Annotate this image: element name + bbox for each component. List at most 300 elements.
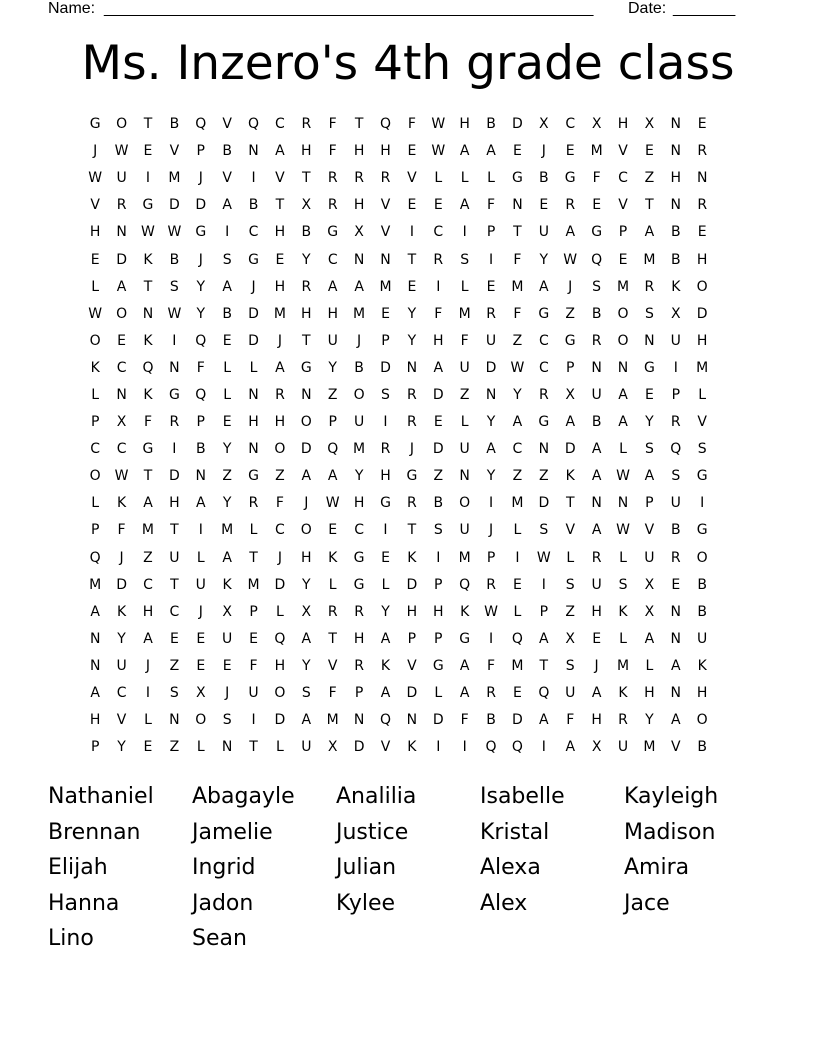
grid-letter[interactable]: S xyxy=(671,468,681,485)
grid-letter[interactable]: N xyxy=(591,359,602,376)
grid-letter[interactable]: I xyxy=(700,495,705,512)
grid-letter[interactable]: Q xyxy=(538,685,550,702)
grid-letter[interactable]: M xyxy=(458,305,471,322)
grid-letter[interactable]: N xyxy=(89,630,101,647)
grid-letter[interactable]: K xyxy=(116,603,127,620)
grid-letter[interactable]: O xyxy=(300,522,312,539)
grid-letter[interactable]: V xyxy=(618,197,628,214)
grid-letter[interactable]: I xyxy=(172,441,177,458)
grid-letter[interactable]: P xyxy=(671,386,681,403)
grid-letter[interactable]: H xyxy=(89,712,101,729)
grid-letter[interactable]: Z xyxy=(143,549,153,566)
grid-letter[interactable]: H xyxy=(142,603,154,620)
grid-letter[interactable]: I xyxy=(488,495,494,512)
grid-letter[interactable]: J xyxy=(488,522,494,539)
grid-letter[interactable]: M xyxy=(643,739,656,756)
grid-letter[interactable]: G xyxy=(300,359,312,376)
grid-letter[interactable]: D xyxy=(274,576,286,593)
grid-letter[interactable]: I xyxy=(515,549,520,566)
grid-letter[interactable]: C xyxy=(327,251,338,268)
grid-letter[interactable]: X xyxy=(116,414,127,431)
grid-letter[interactable]: H xyxy=(696,251,708,268)
grid-letter[interactable]: E xyxy=(644,386,654,403)
grid-letter[interactable]: J xyxy=(357,332,362,349)
grid-letter[interactable]: P xyxy=(539,603,549,620)
grid-letter[interactable]: K xyxy=(380,657,391,674)
grid-letter[interactable]: E xyxy=(381,305,390,322)
grid-letter[interactable]: I xyxy=(172,332,177,349)
grid-letter[interactable]: J xyxy=(251,278,256,295)
grid-letter[interactable]: R xyxy=(301,278,312,295)
grid-letter[interactable]: A xyxy=(512,414,523,431)
grid-letter[interactable]: I xyxy=(673,359,678,376)
grid-letter[interactable]: N xyxy=(169,712,180,729)
grid-letter[interactable]: T xyxy=(354,116,364,133)
grid-letter[interactable]: N xyxy=(670,603,682,620)
grid-letter[interactable]: N xyxy=(248,386,259,403)
grid-letter[interactable]: M xyxy=(590,143,603,160)
grid-letter[interactable]: Q xyxy=(195,332,207,349)
grid-letter[interactable]: U xyxy=(459,359,470,376)
grid-letter[interactable]: L xyxy=(619,441,627,458)
grid-letter[interactable]: V xyxy=(275,170,285,187)
grid-letter[interactable]: R xyxy=(301,116,312,133)
grid-letter[interactable]: K xyxy=(460,603,470,620)
grid-letter[interactable]: Z xyxy=(565,603,576,620)
grid-letter[interactable]: M xyxy=(696,359,709,376)
grid-letter[interactable]: U xyxy=(617,739,629,756)
grid-letter[interactable]: A xyxy=(222,197,232,214)
grid-letter[interactable]: T xyxy=(407,251,417,268)
grid-letter[interactable]: K xyxy=(618,685,628,702)
grid-letter[interactable]: G xyxy=(353,549,365,566)
grid-letter[interactable]: D xyxy=(432,386,444,403)
grid-letter[interactable]: U xyxy=(670,495,681,512)
grid-letter[interactable]: I xyxy=(436,278,441,295)
grid-letter[interactable]: G xyxy=(512,170,523,187)
grid-letter[interactable]: C xyxy=(116,685,127,702)
grid-letter[interactable]: P xyxy=(90,522,100,539)
grid-letter[interactable]: R xyxy=(670,549,681,566)
grid-letter[interactable]: U xyxy=(195,576,206,593)
grid-letter[interactable]: J xyxy=(93,143,98,160)
grid-letter[interactable]: N xyxy=(353,251,365,268)
grid-letter[interactable]: V xyxy=(169,143,180,160)
grid-letter[interactable]: X xyxy=(591,116,602,133)
grid-letter[interactable]: H xyxy=(353,143,365,160)
grid-letter[interactable]: W xyxy=(88,305,103,322)
grid-letter[interactable]: L xyxy=(460,170,469,187)
grid-letter[interactable]: S xyxy=(539,522,549,539)
grid-letter[interactable]: K xyxy=(143,332,153,349)
grid-letter[interactable]: V xyxy=(565,522,576,539)
grid-letter[interactable]: Z xyxy=(169,739,180,756)
grid-letter[interactable]: P xyxy=(434,630,443,647)
grid-letter[interactable]: E xyxy=(222,332,232,349)
grid-letter[interactable]: H xyxy=(248,414,259,431)
grid-letter[interactable]: V xyxy=(380,739,391,756)
grid-letter[interactable]: B xyxy=(195,441,206,458)
grid-letter[interactable]: B xyxy=(222,143,232,160)
grid-letter[interactable]: E xyxy=(671,576,681,593)
grid-letter[interactable]: C xyxy=(433,224,444,241)
grid-letter[interactable]: C xyxy=(90,441,101,458)
grid-letter[interactable]: O xyxy=(617,305,629,322)
grid-letter[interactable]: S xyxy=(169,278,179,295)
grid-letter[interactable]: K xyxy=(143,386,153,403)
grid-letter[interactable]: G xyxy=(459,630,471,647)
grid-letter[interactable]: Q xyxy=(195,116,207,133)
grid-letter[interactable]: X xyxy=(195,685,206,702)
grid-letter[interactable]: S xyxy=(381,386,390,403)
grid-letter[interactable]: I xyxy=(251,170,256,187)
grid-letter[interactable]: X xyxy=(539,116,549,133)
grid-letter[interactable]: D xyxy=(353,739,365,756)
grid-letter[interactable]: D xyxy=(406,576,418,593)
grid-letter[interactable]: W xyxy=(563,251,578,268)
grid-letter[interactable]: H xyxy=(301,549,312,566)
grid-letter[interactable]: H xyxy=(591,712,602,729)
grid-letter[interactable]: N xyxy=(221,739,233,756)
grid-letter[interactable]: V xyxy=(697,414,707,431)
grid-letter[interactable]: T xyxy=(143,468,153,485)
grid-letter[interactable]: V xyxy=(407,657,417,674)
grid-letter[interactable]: Z xyxy=(169,657,180,674)
grid-letter[interactable]: M xyxy=(379,278,392,295)
grid-letter[interactable]: A xyxy=(459,197,470,214)
grid-letter[interactable]: A xyxy=(90,603,100,620)
grid-letter[interactable]: E xyxy=(644,143,654,160)
grid-letter[interactable]: A xyxy=(565,414,576,431)
grid-letter[interactable]: X xyxy=(354,224,364,241)
grid-letter[interactable]: H xyxy=(644,685,655,702)
grid-letter[interactable]: Q xyxy=(485,739,497,756)
grid-letter[interactable]: S xyxy=(222,251,232,268)
grid-letter[interactable]: E xyxy=(117,332,127,349)
grid-letter[interactable]: Z xyxy=(512,332,523,349)
grid-letter[interactable]: E xyxy=(697,224,707,241)
grid-letter[interactable]: N xyxy=(89,657,101,674)
grid-letter[interactable]: E xyxy=(592,197,602,214)
grid-letter[interactable]: E xyxy=(539,197,549,214)
grid-letter[interactable]: N xyxy=(116,386,127,403)
grid-letter[interactable]: A xyxy=(591,522,602,539)
grid-letter[interactable]: X xyxy=(222,603,232,620)
grid-letter[interactable]: A xyxy=(327,278,338,295)
grid-letter[interactable]: H xyxy=(406,603,418,620)
grid-letter[interactable]: V xyxy=(407,170,417,187)
grid-letter[interactable]: Y xyxy=(513,386,522,403)
grid-letter[interactable]: U xyxy=(670,332,681,349)
grid-letter[interactable]: A xyxy=(275,143,285,160)
grid-letter[interactable]: U xyxy=(697,630,708,647)
grid-letter[interactable]: C xyxy=(618,170,628,187)
grid-letter[interactable]: N xyxy=(116,224,127,241)
grid-letter[interactable]: J xyxy=(225,685,230,702)
grid-letter[interactable]: M xyxy=(643,251,656,268)
grid-letter[interactable]: G xyxy=(142,197,154,214)
grid-letter[interactable]: N xyxy=(644,332,655,349)
grid-letter[interactable]: B xyxy=(670,522,681,539)
grid-letter[interactable]: Y xyxy=(302,251,311,268)
grid-letter[interactable]: H xyxy=(353,495,365,512)
grid-letter[interactable]: G xyxy=(142,441,154,458)
grid-letter[interactable]: X xyxy=(670,305,681,322)
grid-letter[interactable]: E xyxy=(143,739,153,756)
grid-letter[interactable]: H xyxy=(353,630,365,647)
grid-letter[interactable]: H xyxy=(433,332,444,349)
grid-letter[interactable]: L xyxy=(196,549,205,566)
grid-letter[interactable]: N xyxy=(169,359,180,376)
grid-letter[interactable]: W xyxy=(114,468,129,485)
grid-letter[interactable]: B xyxy=(539,170,549,187)
grid-letter[interactable]: L xyxy=(434,685,443,702)
grid-letter[interactable]: Y xyxy=(196,305,206,322)
grid-letter[interactable]: Q xyxy=(327,441,339,458)
grid-letter[interactable]: H xyxy=(274,414,286,431)
grid-letter[interactable]: Y xyxy=(222,441,232,458)
grid-letter[interactable]: L xyxy=(91,386,100,403)
grid-letter[interactable]: G xyxy=(696,468,708,485)
grid-letter[interactable]: G xyxy=(538,414,550,431)
grid-letter[interactable]: I xyxy=(541,576,546,593)
grid-letter[interactable]: T xyxy=(407,522,417,539)
grid-letter[interactable]: R xyxy=(433,251,444,268)
grid-letter[interactable]: E xyxy=(196,657,206,674)
grid-letter[interactable]: D xyxy=(116,576,127,593)
grid-letter[interactable]: B xyxy=(354,359,364,376)
grid-letter[interactable]: O xyxy=(195,712,207,729)
grid-letter[interactable]: F xyxy=(117,522,126,539)
grid-letter[interactable]: J xyxy=(198,251,203,268)
grid-letter[interactable]: F xyxy=(275,495,284,512)
grid-letter[interactable]: A xyxy=(195,495,206,512)
grid-letter[interactable]: B xyxy=(222,305,232,322)
grid-letter[interactable]: Y xyxy=(196,278,206,295)
grid-letter[interactable]: H xyxy=(459,116,470,133)
grid-letter[interactable]: E xyxy=(381,549,390,566)
grid-letter[interactable]: M xyxy=(273,305,286,322)
grid-letter[interactable]: G xyxy=(696,522,708,539)
grid-letter[interactable]: F xyxy=(513,251,522,268)
grid-letter[interactable]: A xyxy=(671,657,681,674)
grid-letter[interactable]: A xyxy=(433,359,444,376)
grid-letter[interactable]: X xyxy=(644,603,655,620)
grid-letter[interactable]: M xyxy=(221,522,234,539)
grid-letter[interactable]: R xyxy=(248,495,259,512)
grid-letter[interactable]: K xyxy=(222,576,232,593)
grid-letter[interactable]: T xyxy=(645,197,654,214)
grid-letter[interactable]: D xyxy=(512,712,523,729)
grid-letter[interactable]: C xyxy=(354,522,364,539)
grid-letter[interactable]: Y xyxy=(354,468,364,485)
grid-letter[interactable]: H xyxy=(301,143,312,160)
grid-letter[interactable]: E xyxy=(697,116,707,133)
grid-letter[interactable]: T xyxy=(170,576,179,593)
grid-letter[interactable]: A xyxy=(591,441,602,458)
grid-letter[interactable]: W xyxy=(616,522,630,539)
grid-letter[interactable]: A xyxy=(565,224,576,241)
grid-letter[interactable]: G xyxy=(168,386,180,403)
grid-letter[interactable]: W xyxy=(510,359,525,376)
grid-letter[interactable]: E xyxy=(196,630,206,647)
grid-letter[interactable]: C xyxy=(143,576,153,593)
grid-letter[interactable]: S xyxy=(460,251,470,268)
grid-letter[interactable]: R xyxy=(407,386,417,403)
grid-letter[interactable]: P xyxy=(90,739,100,756)
grid-letter[interactable]: K xyxy=(407,739,417,756)
grid-letter[interactable]: U xyxy=(644,549,655,566)
grid-letter[interactable]: H xyxy=(274,278,286,295)
grid-letter[interactable]: K xyxy=(328,549,338,566)
grid-letter[interactable]: O xyxy=(300,414,312,431)
grid-letter[interactable]: A xyxy=(459,685,470,702)
grid-letter[interactable]: G xyxy=(538,305,550,322)
grid-letter[interactable]: C xyxy=(116,441,127,458)
grid-letter[interactable]: M xyxy=(511,495,524,512)
grid-letter[interactable]: J xyxy=(198,170,203,187)
grid-letter[interactable]: X xyxy=(591,739,602,756)
grid-letter[interactable]: A xyxy=(301,468,312,485)
grid-letter[interactable]: S xyxy=(565,576,575,593)
grid-letter[interactable]: W xyxy=(536,549,551,566)
grid-letter[interactable]: Y xyxy=(302,576,311,593)
grid-letter[interactable]: E xyxy=(513,576,522,593)
grid-letter[interactable]: D xyxy=(168,197,180,214)
grid-letter[interactable]: Q xyxy=(511,630,523,647)
grid-letter[interactable]: A xyxy=(301,712,312,729)
grid-letter[interactable]: N xyxy=(512,197,523,214)
grid-letter[interactable]: H xyxy=(274,657,286,674)
grid-letter[interactable]: X xyxy=(565,386,576,403)
grid-letter[interactable]: R xyxy=(618,712,628,729)
grid-letter[interactable]: W xyxy=(167,224,182,241)
grid-letter[interactable]: E xyxy=(513,685,522,702)
grid-letter[interactable]: B xyxy=(301,224,312,241)
grid-letter[interactable]: P xyxy=(328,414,337,431)
grid-letter[interactable]: Z xyxy=(222,468,232,485)
grid-letter[interactable]: V xyxy=(644,522,655,539)
grid-letter[interactable]: Q xyxy=(459,576,471,593)
grid-letter[interactable]: C xyxy=(565,116,576,133)
grid-letter[interactable]: U xyxy=(327,332,338,349)
grid-letter[interactable]: I xyxy=(488,630,494,647)
grid-letter[interactable]: F xyxy=(196,359,205,376)
grid-letter[interactable]: O xyxy=(89,332,101,349)
grid-letter[interactable]: P xyxy=(381,332,390,349)
grid-letter[interactable]: D xyxy=(248,332,259,349)
grid-letter[interactable]: P xyxy=(407,630,417,647)
grid-letter[interactable]: E xyxy=(433,414,443,431)
grid-letter[interactable]: E xyxy=(618,251,628,268)
grid-letter[interactable]: T xyxy=(170,522,179,539)
grid-letter[interactable]: P xyxy=(354,685,364,702)
grid-letter[interactable]: Q xyxy=(248,116,260,133)
grid-letter[interactable]: P xyxy=(486,549,496,566)
grid-letter[interactable]: E xyxy=(486,278,496,295)
grid-letter[interactable]: L xyxy=(645,657,654,674)
grid-letter[interactable]: X xyxy=(327,739,338,756)
grid-letter[interactable]: E xyxy=(143,143,153,160)
grid-letter[interactable]: D xyxy=(406,685,418,702)
grid-letter[interactable]: H xyxy=(301,305,312,322)
grid-letter[interactable]: R xyxy=(380,170,391,187)
grid-letter[interactable]: S xyxy=(301,685,311,702)
grid-letter[interactable]: U xyxy=(591,386,602,403)
grid-letter[interactable]: T xyxy=(513,224,522,241)
grid-letter[interactable]: G xyxy=(195,224,207,241)
grid-letter[interactable]: N xyxy=(670,116,682,133)
grid-letter[interactable]: P xyxy=(249,603,258,620)
grid-letter[interactable]: S xyxy=(433,522,443,539)
grid-letter[interactable]: R xyxy=(327,603,338,620)
grid-letter[interactable]: K xyxy=(90,359,100,376)
grid-letter[interactable]: H xyxy=(696,332,708,349)
grid-letter[interactable]: U xyxy=(485,332,497,349)
grid-letter[interactable]: I xyxy=(488,251,494,268)
grid-letter[interactable]: Q xyxy=(591,251,603,268)
grid-letter[interactable]: T xyxy=(565,495,575,512)
grid-letter[interactable]: T xyxy=(249,549,258,566)
grid-letter[interactable]: A xyxy=(539,712,549,729)
grid-letter[interactable]: T xyxy=(143,278,153,295)
grid-letter[interactable]: C xyxy=(248,224,259,241)
grid-letter[interactable]: X xyxy=(644,576,655,593)
grid-letter[interactable]: M xyxy=(247,576,260,593)
grid-letter[interactable]: L xyxy=(223,386,232,403)
grid-letter[interactable]: E xyxy=(407,143,417,160)
grid-letter[interactable]: I xyxy=(383,522,388,539)
grid-letter[interactable]: D xyxy=(564,441,576,458)
grid-letter[interactable]: S xyxy=(697,441,707,458)
grid-letter[interactable]: N xyxy=(195,468,206,485)
grid-letter[interactable]: E xyxy=(433,197,443,214)
grid-letter[interactable]: B xyxy=(169,251,180,268)
grid-letter[interactable]: F xyxy=(487,197,496,214)
grid-letter[interactable]: I xyxy=(462,224,467,241)
grid-letter[interactable]: X xyxy=(301,197,312,214)
grid-letter[interactable]: L xyxy=(276,603,284,620)
grid-letter[interactable]: P xyxy=(196,143,205,160)
grid-letter[interactable]: I xyxy=(436,549,441,566)
grid-letter[interactable]: A xyxy=(644,224,655,241)
grid-letter[interactable]: A xyxy=(459,143,470,160)
grid-letter[interactable]: A xyxy=(644,468,655,485)
grid-letter[interactable]: Z xyxy=(459,386,470,403)
grid-letter[interactable]: I xyxy=(225,224,230,241)
grid-letter[interactable]: J xyxy=(198,603,203,620)
grid-letter[interactable]: P xyxy=(645,495,654,512)
grid-letter[interactable]: L xyxy=(460,278,469,295)
grid-letter[interactable]: Y xyxy=(645,414,654,431)
grid-letter[interactable]: Y xyxy=(381,603,390,620)
grid-letter[interactable]: V xyxy=(618,143,628,160)
grid-letter[interactable]: R xyxy=(697,143,708,160)
grid-letter[interactable]: Q xyxy=(89,549,101,566)
grid-letter[interactable]: A xyxy=(275,359,285,376)
grid-letter[interactable]: L xyxy=(328,576,337,593)
grid-letter[interactable]: B xyxy=(670,251,681,268)
grid-letter[interactable]: M xyxy=(168,170,181,187)
grid-letter[interactable]: E xyxy=(513,143,522,160)
grid-letter[interactable]: N xyxy=(591,495,602,512)
grid-letter[interactable]: W xyxy=(325,495,340,512)
grid-letter[interactable]: F xyxy=(566,712,575,729)
grid-letter[interactable]: I xyxy=(462,739,467,756)
grid-letter[interactable]: L xyxy=(91,278,100,295)
grid-letter[interactable]: O xyxy=(89,468,101,485)
grid-letter[interactable]: Q xyxy=(379,116,391,133)
